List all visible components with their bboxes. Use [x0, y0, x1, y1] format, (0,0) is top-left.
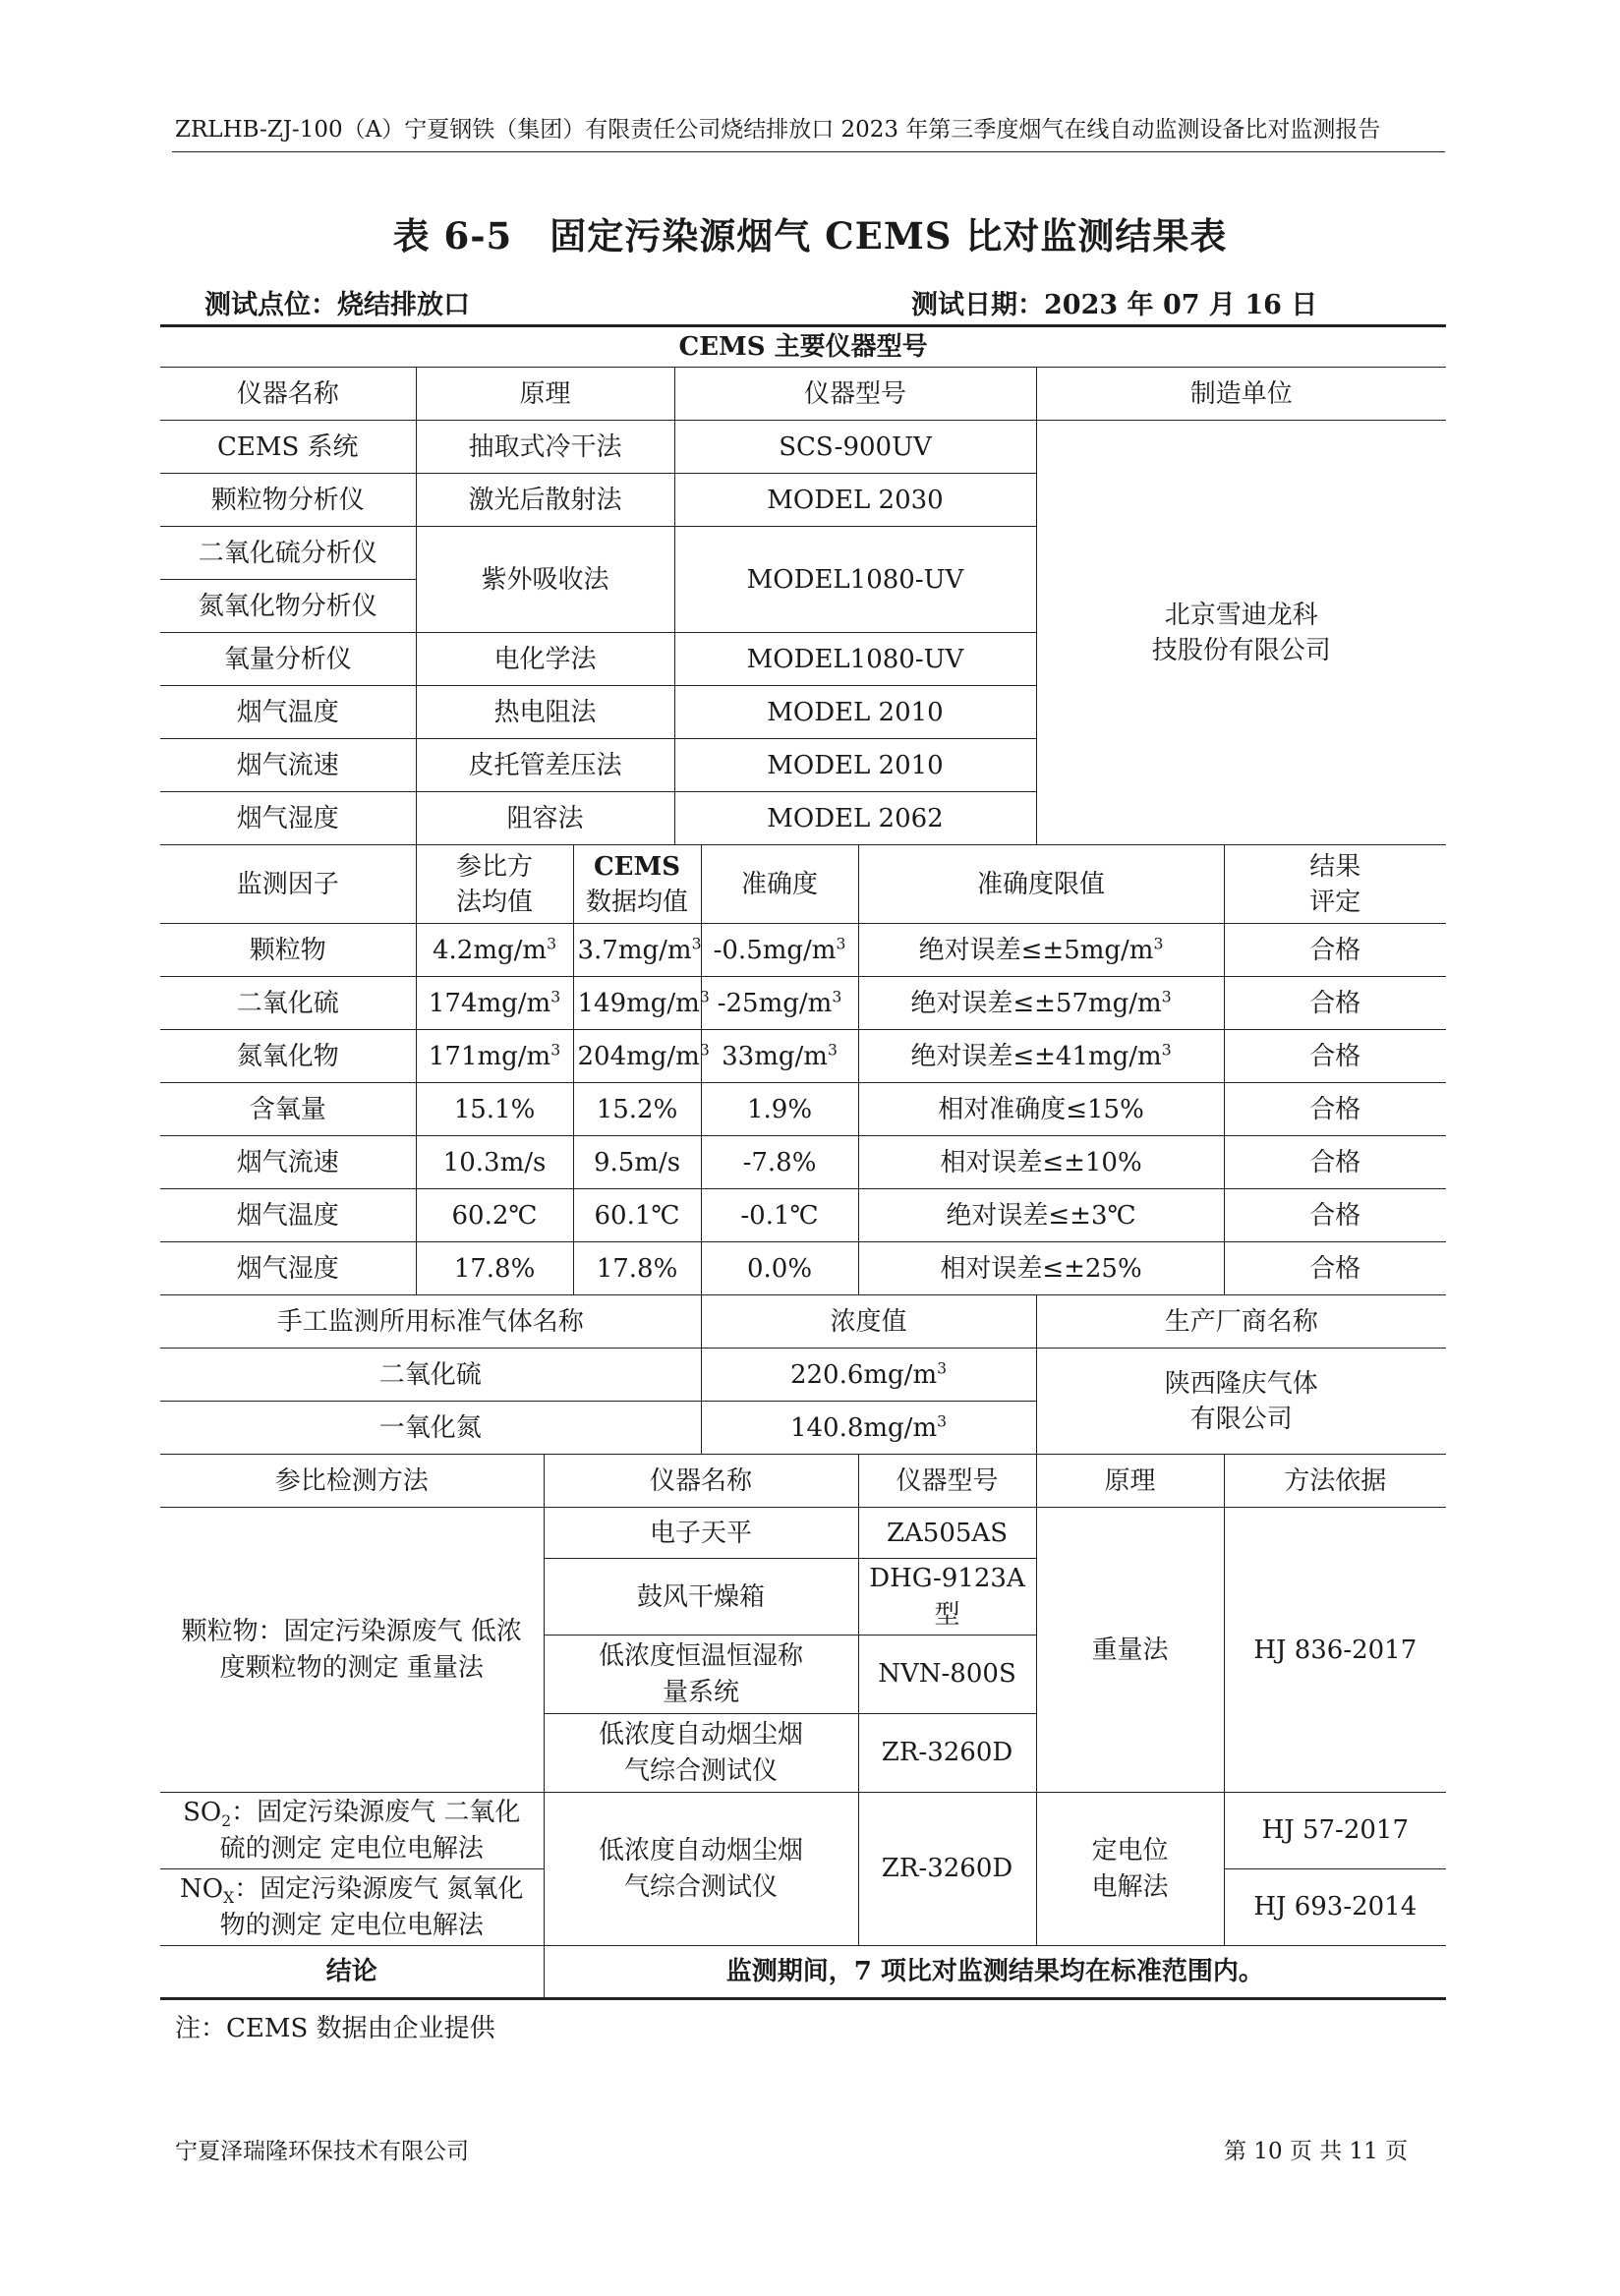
result-eval: 合格: [1224, 1242, 1446, 1295]
footer-page-number: 第 10 页 共 11 页: [1224, 2139, 1409, 2164]
result-eval: 合格: [1224, 924, 1446, 977]
instrument-principle: 电化学法: [416, 633, 674, 686]
method-instrument-name: 低浓度恒温恒湿称 量系统: [544, 1636, 858, 1714]
col-header-method-instrument: 仪器名称: [544, 1455, 858, 1508]
footer-company: 宁夏泽瑞隆环保技术有限公司: [175, 2139, 469, 2164]
result-ref: 17.8%: [416, 1242, 573, 1295]
ref-header-line2: 法均值: [455, 887, 533, 917]
col-header-method-basis: 方法依据: [1224, 1455, 1446, 1508]
result-eval: 合格: [1224, 1136, 1446, 1189]
instrument-name: 烟气流速: [160, 739, 416, 792]
gas-maker-line1: 陕西隆庆气体: [1164, 1368, 1318, 1399]
result-cems: 60.1℃: [573, 1189, 701, 1242]
test-location: 测试点位：烧结排放口: [204, 290, 470, 320]
instrument-name: 氮氧化物分析仪: [160, 580, 416, 633]
report-header: ZRLHB-ZJ-100（A）宁夏钢铁（集团）有限责任公司烧结排放口 2023 年第三季度烟气在线自动监测设备比对监测报告: [175, 117, 1381, 143]
so2-basis: HJ 57-2017: [1224, 1793, 1446, 1869]
nox-basis: HJ 693-2014: [1224, 1869, 1446, 1946]
so2-method-cell: $SO_2$：固定污染源废气 二氧化 硫的测定 定电位电解法: [160, 1793, 544, 1869]
result-ref: $4.2mg/m^3$: [416, 924, 573, 977]
result-factor: 二氧化硫: [160, 977, 416, 1030]
result-factor: 烟气温度: [160, 1189, 416, 1242]
pm-method-line1: 颗粒物：固定污染源废气 低浓: [181, 1617, 522, 1647]
instrument-model: MODEL 2010: [674, 686, 1036, 739]
col-header-model: 仪器型号: [674, 368, 1036, 421]
gas-method-instrument: 低浓度自动烟尘烟 气综合测试仪: [544, 1793, 858, 1946]
conclusion-text: 监测期间，7 项比对监测结果均在标准范围内。: [544, 1946, 1446, 1999]
result-eval: 合格: [1224, 1083, 1446, 1136]
result-factor: 含氧量: [160, 1083, 416, 1136]
result-factor: 烟气湿度: [160, 1242, 416, 1295]
col-header-limit: 准确度限值: [858, 845, 1224, 924]
gas-concentration: $220.6mg/m^3$: [701, 1349, 1036, 1402]
gas-name: 二氧化硫: [160, 1349, 701, 1402]
col-header-principle: 原理: [416, 368, 674, 421]
instrument-model: MODEL1080-UV: [674, 527, 1036, 633]
instrument-principle: 阻容法: [416, 792, 674, 845]
result-accuracy: $-0.5mg/m^3$: [701, 924, 858, 977]
instrument-name: 氧量分析仪: [160, 633, 416, 686]
gas-name: 一氧化氮: [160, 1402, 701, 1455]
result-ref: 10.3m/s: [416, 1136, 573, 1189]
col-header-accuracy: 准确度: [701, 845, 858, 924]
instrument-model: MODEL1080-UV: [674, 633, 1036, 686]
manufacturer-cell: [1036, 421, 1446, 845]
eval-header-line2: 评定: [1309, 887, 1361, 917]
instrument-principle: 皮托管差压法: [416, 739, 674, 792]
col-header-eval: [1224, 845, 1446, 924]
col-header-instrument-name: 仪器名称: [160, 368, 416, 421]
instrument-name: 颗粒物分析仪: [160, 474, 416, 527]
instrument-name: 二氧化硫分析仪: [160, 527, 416, 580]
result-limit: 绝对误差$\le\pm 57mg/m^3$: [858, 977, 1224, 1030]
instruments-section-title: CEMS 主要仪器型号: [160, 326, 1446, 368]
manufacturer-line1: 北京雪迪龙科: [1164, 600, 1318, 630]
cems-header-line2: 数据均值: [585, 887, 688, 917]
method-instrument-model: ZR-3260D: [858, 1714, 1036, 1793]
result-factor: 烟气流速: [160, 1136, 416, 1189]
result-limit: 绝对误差≤±3℃: [858, 1189, 1224, 1242]
pm-basis: HJ 836-2017: [1224, 1508, 1446, 1793]
result-accuracy: -0.1℃: [701, 1189, 858, 1242]
result-cems: 17.8%: [573, 1242, 701, 1295]
instrument-model: MODEL 2030: [674, 474, 1036, 527]
instrument-principle: 激光后散射法: [416, 474, 674, 527]
instrument-name: 烟气湿度: [160, 792, 416, 845]
conclusion-label: 结论: [160, 1946, 544, 1999]
gas-method-model: ZR-3260D: [858, 1793, 1036, 1946]
result-ref: $174mg/m^3$: [416, 977, 573, 1030]
header-rule: [172, 151, 1445, 152]
result-ref: 60.2℃: [416, 1189, 573, 1242]
manufacturer-line2: 技股份有限公司: [1151, 635, 1331, 665]
gas-maker-cell: [1036, 1349, 1446, 1455]
result-ref: $171mg/m^3$: [416, 1030, 573, 1083]
gas-maker-line2: 有限公司: [1189, 1404, 1293, 1434]
nox-method-cell: $NO_X$：固定污染源废气 氮氧化 物的测定 定电位电解法: [160, 1869, 544, 1946]
test-date: 测试日期：2023 年 07 月 16 日: [911, 290, 1318, 320]
pm-method-line2: 度颗粒物的测定 重量法: [219, 1652, 484, 1683]
instrument-name: CEMS 系统: [160, 421, 416, 474]
result-factor: 颗粒物: [160, 924, 416, 977]
gas-concentration: $140.8mg/m^3$: [701, 1402, 1036, 1455]
col-header-gas-maker: 生产厂商名称: [1036, 1295, 1446, 1349]
col-header-ref-mean: [416, 845, 573, 924]
result-eval: 合格: [1224, 1030, 1446, 1083]
method-instrument-name: 电子天平: [544, 1508, 858, 1559]
eval-header-line1: 结果: [1309, 851, 1361, 882]
result-factor: 氮氧化物: [160, 1030, 416, 1083]
instrument-principle: 热电阻法: [416, 686, 674, 739]
result-accuracy: $33mg/m^3$: [701, 1030, 858, 1083]
result-limit: 相对误差≤±10%: [858, 1136, 1224, 1189]
instrument-principle: 紫外吸收法: [416, 527, 674, 633]
method-instrument-name: 鼓风干燥箱: [544, 1559, 858, 1636]
cems-comparison-table: [160, 324, 1446, 2000]
gas-method-principle: 定电位 电解法: [1036, 1793, 1224, 1946]
result-accuracy: $-25mg/m^3$: [701, 977, 858, 1030]
result-accuracy: 1.9%: [701, 1083, 858, 1136]
result-accuracy: -7.8%: [701, 1136, 858, 1189]
result-eval: 合格: [1224, 977, 1446, 1030]
result-eval: 合格: [1224, 1189, 1446, 1242]
result-limit: 相对误差≤±25%: [858, 1242, 1224, 1295]
method-instrument-model: ZA505AS: [858, 1508, 1036, 1559]
col-header-method-principle: 原理: [1036, 1455, 1224, 1508]
table-title: 表 6-5 固定污染源烟气 CEMS 比对监测结果表: [392, 214, 1228, 258]
col-header-manufacturer: 制造单位: [1036, 368, 1446, 421]
result-limit: 绝对误差$\le\pm 5mg/m^3$: [858, 924, 1224, 977]
instrument-model: MODEL 2062: [674, 792, 1036, 845]
col-header-method-model: 仪器型号: [858, 1455, 1036, 1508]
instrument-principle: 抽取式冷干法: [416, 421, 674, 474]
method-instrument-model: NVN-800S: [858, 1636, 1036, 1714]
result-cems: 15.2%: [573, 1083, 701, 1136]
col-header-gas-name: 手工监测所用标准气体名称: [160, 1295, 701, 1349]
result-cems: $149mg/m^3$: [573, 977, 701, 1030]
col-header-factor: 监测因子: [160, 845, 416, 924]
pm-principle: 重量法: [1036, 1508, 1224, 1793]
result-limit: 相对准确度≤15%: [858, 1083, 1224, 1136]
ref-header-line1: 参比方: [455, 851, 533, 882]
result-cems: $3.7mg/m^3$: [573, 924, 701, 977]
result-accuracy: 0.0%: [701, 1242, 858, 1295]
instrument-model: SCS-900UV: [674, 421, 1036, 474]
pm-method-cell: [160, 1508, 544, 1793]
method-instrument-name: 低浓度自动烟尘烟 气综合测试仪: [544, 1714, 858, 1793]
result-limit: 绝对误差$\le\pm 41mg/m^3$: [858, 1030, 1224, 1083]
footnote: 注：CEMS 数据由企业提供: [175, 2014, 495, 2043]
instrument-name: 烟气温度: [160, 686, 416, 739]
result-cems: 9.5m/s: [573, 1136, 701, 1189]
col-header-cems-mean: [573, 845, 701, 924]
col-header-ref-method: 参比检测方法: [160, 1455, 544, 1508]
cems-header-line1: CEMS: [593, 851, 681, 882]
result-ref: 15.1%: [416, 1083, 573, 1136]
col-header-concentration: 浓度值: [701, 1295, 1036, 1349]
instrument-model: MODEL 2010: [674, 739, 1036, 792]
result-cems: $204mg/m^3$: [573, 1030, 701, 1083]
method-instrument-model: DHG-9123A 型: [858, 1559, 1036, 1636]
